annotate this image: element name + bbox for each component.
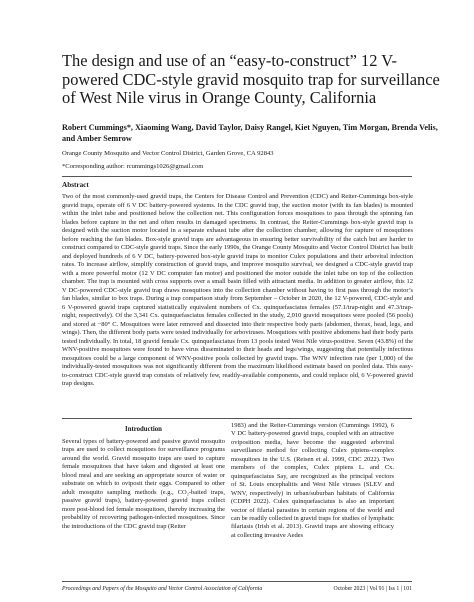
corresponding-author: *Corresponding author: rcummings1026@gmail.com <box>62 163 204 170</box>
page-footer <box>62 586 412 592</box>
abstract-heading: Abstract <box>62 181 89 189</box>
introduction-right-column: 1983) and the Reiter-Cummings version (Cummings 1992), 6 V DC battery-powered gravid traps, coupled with an attractive oviposition media, have become the suggested arboviral surveillance method for collecting Culex pipiens-complex mosquitoes in the U.S. (Reisen et al. 1999, CDC 2022). Two members of the complex, Culex pipiens L. and Cx. quinquefasciatus Say, are recognized as the principal vectors of St. Louis encephalitis and West Nile viruses (SLEV and WNV, respectively) in urban/suburban habitats of California (CDPH 2022). Culex quinquefasciatus is also an important vector of filarial parasites in certain regions of the world and can be readily collected in gravid traps for studies of lymphatic filariasis (Irish et al. 2013). Gravid traps are showing efficacy at collecting invasive Aedes <box>231 422 394 539</box>
journal-name: Proceedings and Papers of the Mosquito and Vector Control Association of California <box>62 586 263 592</box>
abstract-bottom-rule <box>62 418 412 419</box>
author-list: Robert Cummings*, Xiaoming Wang, David Taylor, Daisy Rangel, Kiet Nguyen, Tim Morgan, Brenda Velis, and Amber Semrow <box>62 123 438 143</box>
abstract-top-rule <box>62 176 412 177</box>
abstract-text: Two of the most commonly-used gravid traps, the Centers for Disease Control and Prevention (CDC) and Reiter-Cummings box-style gravid traps, operate off 6 V DC battery-powered systems. In the CDC gravid trap, the suction motor (with its fan blades) is mounted within the inlet tube and positioned below the collection net. This configuration forces mosquitoes to pass through the spinning fan blades before capture in the net and often results in damaged specimens. In contrast, the Reiter-Cummings box-style gravid trap is designed with the suction motor located in a separate exhaust tube after the collection chamber, allowing for capture of mosquitoes before reaching the fan blades. Box-style gravid traps are advantageous in ensuring better survivability of the catch but are harder to construct compared to CDC-style gravid traps. Since the early 1990s, the Orange County Mosquito and Vector Control District has built and deployed hundreds of 6 V DC, battery-powered box-style gravid traps to monitor Culex populations and their arboviral infection rates. To increase airflow, simplify construction of gravid traps, and improve mosquito survival, we designed a CDC-style gravid trap with a more powerful motor (12 V DC computer fan motor) and positioned the motor outside the inlet tube on top of the collection chamber. The trap is mounted with cross supports over a small basin filled with attractant media. In addition to greater airflow, this 12 V DC-powered CDC-style gravid trap draws mosquitoes into the collection chamber without having to first pass through the motor’s fan blades, similar to box traps. During a trap comparison study from September – October in 2020, the 12 V-powered, CDC-style and 6 V-powered gravid traps captured statistically equivalent numbers of Cx. quinquefasciatus females (57.1/trap-night and 47.3/trap-night, respectively). Of the 3,341 Cx. quinquefasciatus females collected in the study, 2,010 gravid mosquitoes were pooled (56 pools) and stored at −80° C. Mosquitoes were later removed and dissected into their respective body parts (abdomen, thorax, head, legs, and wings). Then, the different body parts were tested individually for arboviruses. Mosquitoes with positive abdomens had their body parts tested individually. In total, 18 gravid female Cx. quinquefasciatus from 13 pools tested West Nile virus-positive. Seven (43.8%) of the WNV-positive mosquitoes were found to have virus disseminated to their heads and legs/wings, suggesting that potentially infectious mosquitoes could be a large component of WNV-positive pools collected by gravid traps. The WNV infection rate (per 1,000) of the individually-tested mosquitoes was not significantly different from the maximum likelihood estimate based on pooled data. This easy-to-construct CDC-style gravid trap consists of relatively few, readily-available components, and could replace old, 6 V-powered gravid trap designs. <box>62 193 413 387</box>
issue-info: October 2023 | Vol 91 | Iss 1 | 101 <box>333 586 412 592</box>
introduction-heading: Introduction <box>125 426 162 433</box>
paper-title: The design and use of an “easy-to-construct” 12 V-powered CDC-style gravid mosquito trap for surveillance of West Nile virus in Orange County, California <box>62 51 440 108</box>
introduction-left-column: Several types of battery-powered and passive gravid mosquito traps are used to collect mosquitoes for surveillance programs around the world. Gravid mosquito traps are used to capture female mosquitoes that have taken and digested at least one blood meal and are seeking an appropriate source of water or substrate on which to oviposit their eggs. Compared to other adult mosquito sampling methods (e.g., CO₂-baited traps, passive gravid traps), battery-powered gravid traps collect more post-blood fed female mosquitoes, thereby increasing the probability of recovering pathogen-infected mosquitoes. Since the introductions of the CDC gravid trap (Reiter <box>62 438 225 530</box>
footer-rule <box>62 581 412 582</box>
affiliation: Orange County Mosquito and Vector Control District, Garden Grove, CA 92843 <box>62 150 274 157</box>
